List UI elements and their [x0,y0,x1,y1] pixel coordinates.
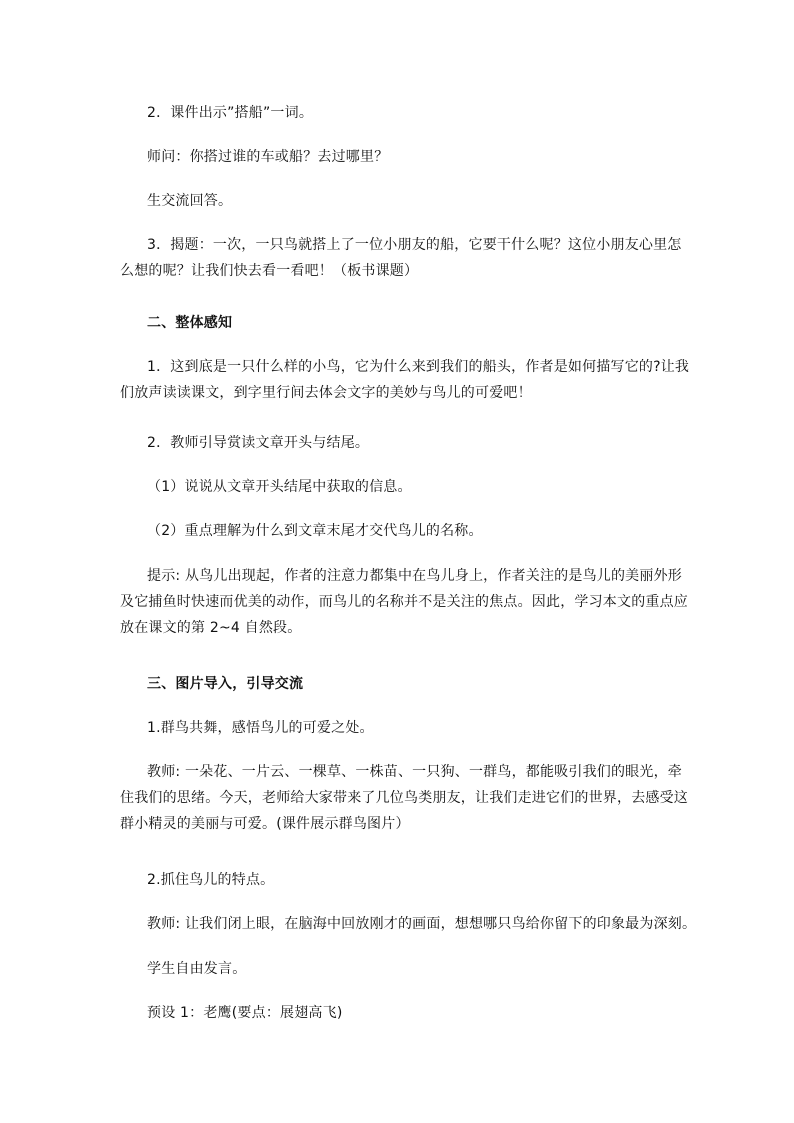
text-line: 住我们的思绪。今天，老师给大家带来了几位鸟类朋友，让我们走进它们的世界，去感受这 [120,790,688,806]
paragraph-preset-1 [120,1003,680,1023]
paragraph-sub-2 [120,521,707,541]
text-line: （2）重点理解为什么到文章末尾才交代鸟儿的名称。 [147,523,483,539]
text-line: 生交流回答。 [147,193,233,209]
paragraph-teacher-close-eyes [120,914,697,934]
paragraph-sub-1 [120,477,707,497]
text-line: 学生自由发言。 [147,961,247,977]
text-line: 2．课件出示”搭船”一词。 [147,105,314,121]
text-line: （1）说说从文章开头结尾中获取的信息。 [147,479,412,495]
text-line: 群小精灵的美丽与可爱。(课件展示群鸟图片） [120,816,410,832]
text-line: 教师: 一朵花、一片云、一棵草、一株苗、一只狗、一群鸟，都能吸引我们的眼光，牵 [147,764,682,780]
paragraph-hint [120,566,688,638]
text-line: 师问：你搭过谁的车或船？去过哪里？ [147,149,389,165]
paragraph-students-speak [120,959,680,979]
section-heading-overall [120,313,680,333]
paragraph-guide-reading [120,433,680,453]
heading-text: 二、整体感知 [147,315,233,331]
text-line: 3．揭题：一次，一只鸟就搭上了一位小朋友的船，它要干什么呢？这位小朋友心里怎 [147,237,682,253]
heading-text: 三、图片导入，引导交流 [147,676,304,692]
paragraph-bird-features [120,870,680,890]
text-line: 提示: 从鸟儿出现起，作者的注意力都集中在鸟儿身上，作者关注的是鸟儿的美丽外形 [147,568,682,584]
text-line: 1．这到底是一只什么样的小鸟，它为什么来到我们的船头，作者是如何描写它的?让我 [147,359,690,375]
paragraph-birds-dance [120,718,680,738]
paragraph-teacher-intro [120,762,688,834]
paragraph-teacher-question [120,147,680,167]
text-line: 教师: 让我们闭上眼，在脑海中回放刚才的画面，想想哪只鸟给你留下的印象最为深刻。 [147,916,697,932]
paragraph-student-answer [120,191,680,211]
text-line: 及它捕鱼时快速而优美的动作，而鸟儿的名称并不是关注的焦点。因此，学习本文的重点应 [120,594,688,610]
text-line: 1.群鸟共舞，感悟鸟儿的可爱之处。 [147,720,374,736]
paragraph-show-word [120,103,680,123]
text-line: 放在课文的第 2~4 自然段。 [120,620,302,636]
text-line: 们放声读读课文，到字里行间去体会文字的美妙与鸟儿的可爱吧！ [120,385,532,401]
paragraph-bird-question [120,357,690,403]
text-line: 么想的呢？让我们快去看一看吧！（板书课题） [120,263,419,279]
text-line: 2．教师引导赏读文章开头与结尾。 [147,435,370,451]
text-line: 预设 1：老鹰(要点：展翅高飞) [147,1005,343,1021]
text-line: 2.抓住鸟儿的特点。 [147,872,275,888]
section-heading-pictures [120,674,680,694]
paragraph-reveal-topic [120,235,680,281]
